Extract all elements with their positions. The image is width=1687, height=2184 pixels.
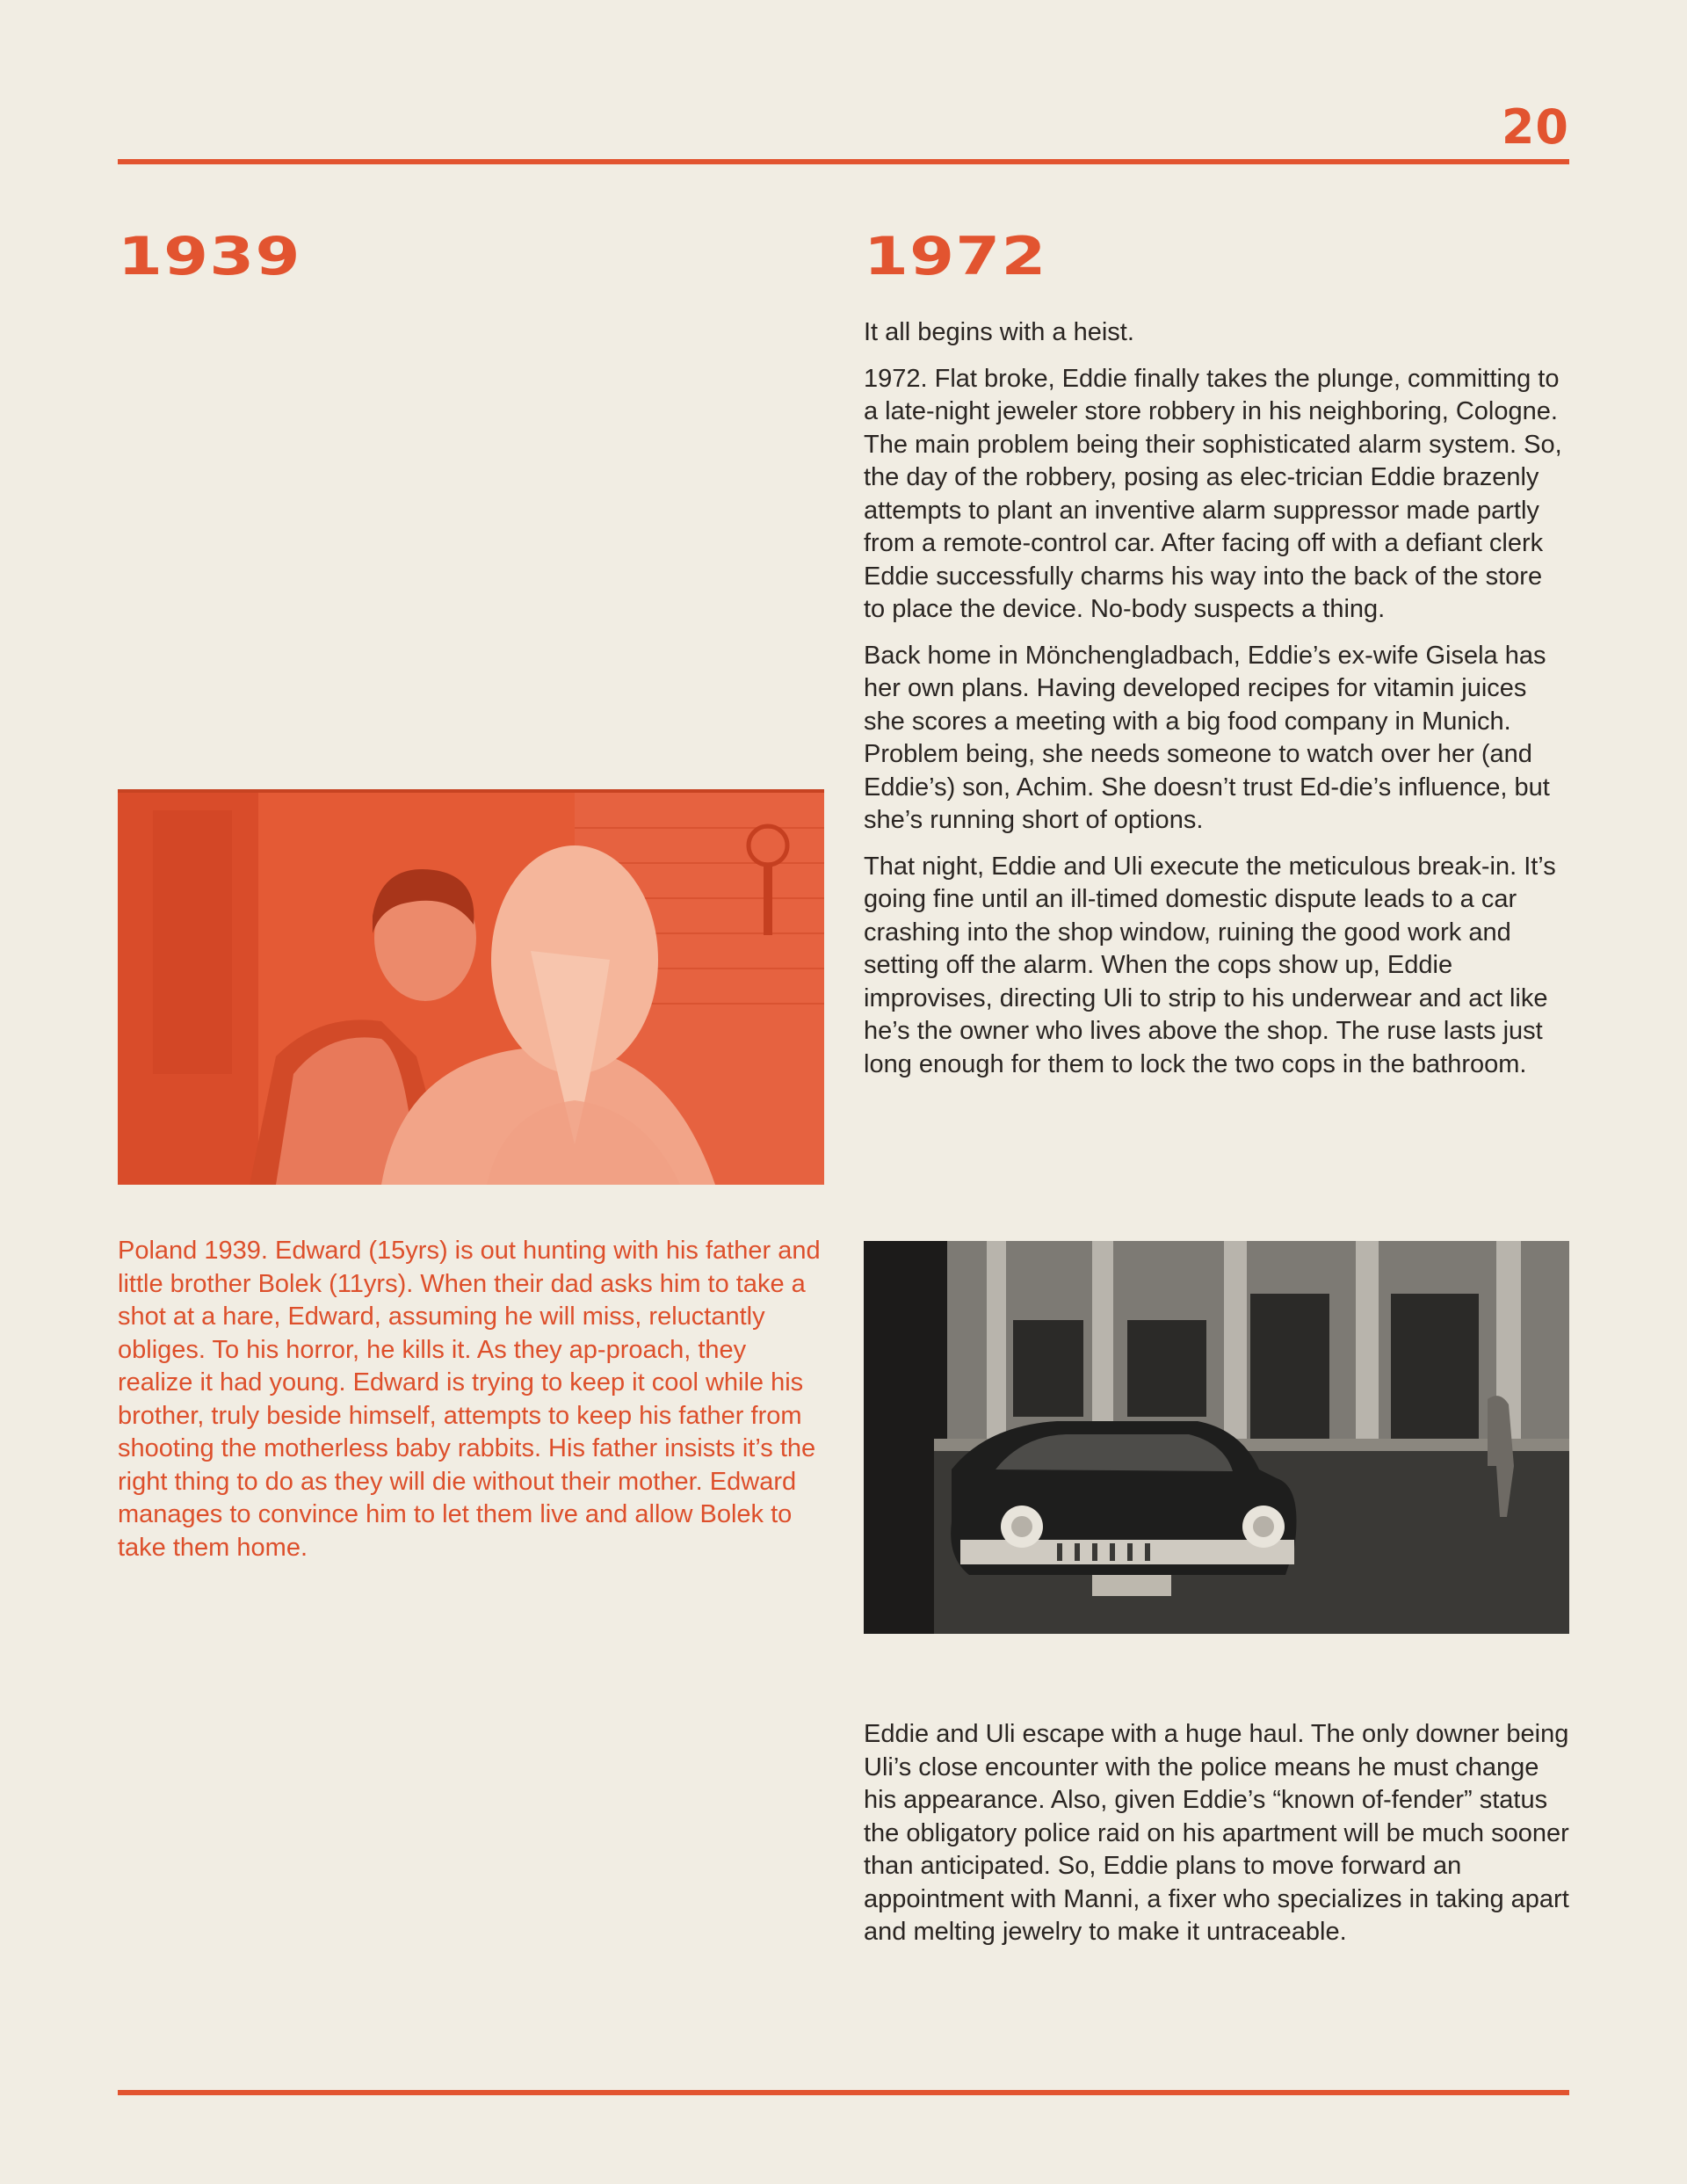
film-still-1939-children	[118, 789, 824, 1185]
bottom-rule	[118, 2090, 1569, 2095]
paragraph: That night, Eddie and Uli execute the meticulous break-in. It’s going fine until an ill-timed domestic dispute leads to a car crashing into the shop window, ruining the good work and setting off the alarm. When the cops show up, Eddie improvises, directing Uli to strip to his underwear and act like he’s the owner who lives above the shop. The ruse lasts just long enough for them to lock the two cops in the bathroom.	[864, 852, 1556, 1078]
intro-text-1972	[864, 316, 1569, 1094]
film-still-1972-image	[864, 1241, 1569, 1634]
year-heading-1939: 1939	[118, 226, 301, 287]
page-number: 20	[1501, 99, 1569, 155]
year-heading-1972: 1972	[864, 226, 1047, 287]
summary-text-1939	[118, 1235, 825, 1578]
paragraph: 1972. Flat broke, Eddie finally takes the plunge, committing to a late-night jeweler store robbery in his neighboring, Cologne. The main problem being their sophisticated alarm system. So, the day of the robbery, posing as elec-trician Eddie brazenly attempts to plant an inventive alarm suppressor made partly from a remote-control car. After facing off with a defiant clerk Eddie successfully charms his way into the back of the store to place the device. No-body suspects a thing.	[864, 364, 1562, 623]
paragraph: Poland 1939. Edward (15yrs) is out hunting with his father and little brother Bolek (11yrs). When their dad asks him to take a shot at a hare, Edward, assuming he will miss, reluctantly obliges. To his horror, he kills it. As they ap-proach, they realize it had young. Edward is trying to keep it cool while his brother, truly beside himself, attempts to keep his father from shooting the motherless baby rabbits. His father insists it’s the right thing to do as they will die without their mother. Edward manages to convince him to let them live and allow Bolek to take them home.	[118, 1237, 821, 1562]
paragraph: It all begins with a heist.	[864, 318, 1134, 346]
film-still-1939-image	[118, 793, 824, 1185]
closing-text-1972	[864, 1718, 1569, 1963]
paragraph: Eddie and Uli escape with a huge haul. The only downer being Uli’s close encounter with the police means he must change his appearance. Also, given Eddie’s “known of-fender” status the obligatory police raid on his apartment will be much sooner than anticipated. So, Eddie plans to move forward an appointment with Manni, a fixer who specializes in taking apart and melting jewelry to make it untraceable.	[864, 1720, 1569, 1946]
top-rule	[118, 159, 1569, 164]
paragraph: Back home in Mönchengladbach, Eddie’s ex-wife Gisela has her own plans. Having developed recipes for vitamin juices she scores a meeting with a big food company in Munich. Problem being, she needs someone to watch over her (and Eddie’s) son, Achim. She doesn’t trust Ed-die’s influence, but she’s running short of options.	[864, 641, 1550, 834]
film-still-1972-street-car	[864, 1241, 1569, 1634]
